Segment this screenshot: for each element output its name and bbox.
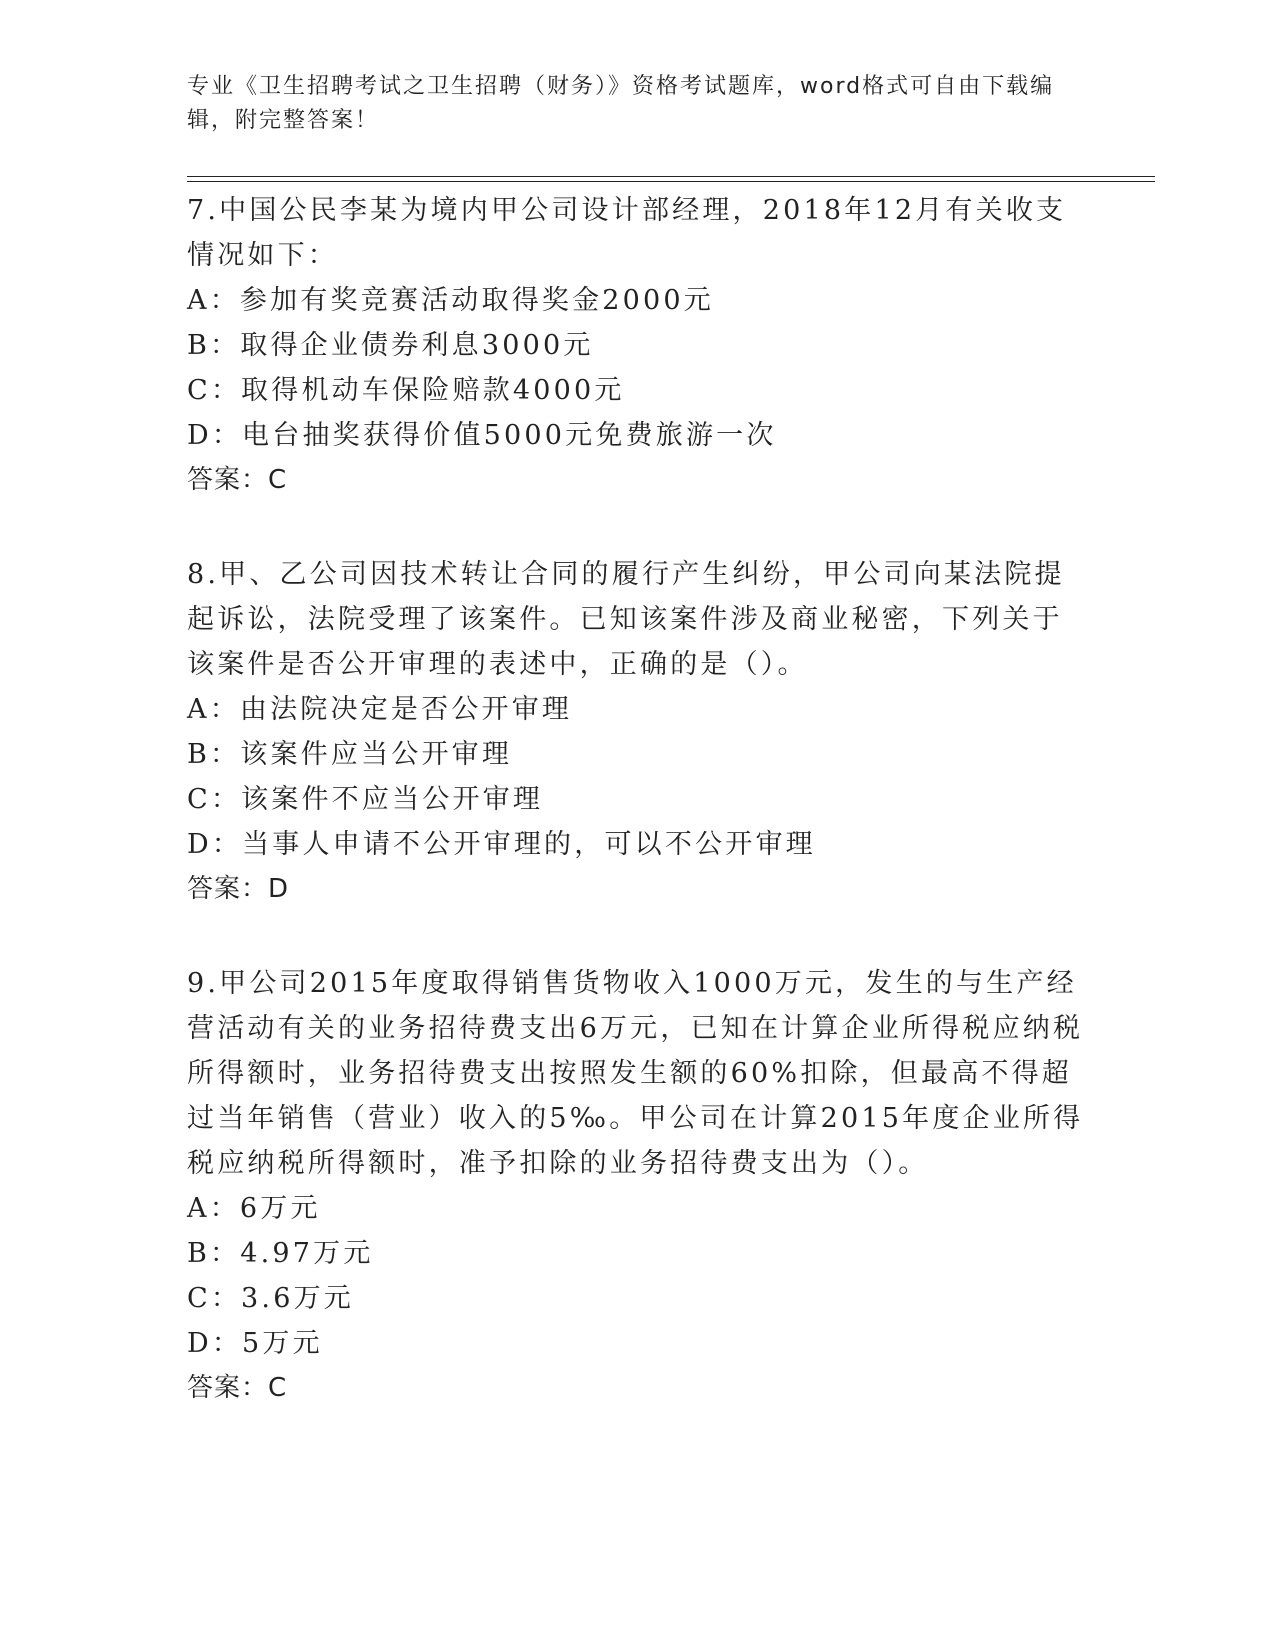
option-a: A：由法院决定是否公开审理 (187, 694, 573, 725)
answer: 答案：C (187, 465, 288, 495)
option-c: C：取得机动车保险赔款4000元 (187, 375, 625, 406)
question-7 (187, 188, 1087, 503)
option-d: D：5万元 (187, 1328, 323, 1359)
header-divider-top (187, 176, 1155, 177)
document-header: 专业《卫生招聘考试之卫生招聘（财务）》资格考试题库，word格式可自由下载编辑，附完整答案！ (187, 74, 1055, 133)
option-c: C：该案件不应当公开审理 (187, 784, 544, 815)
header-divider-bottom (187, 181, 1155, 182)
question-8 (187, 552, 1087, 912)
option-b: B：该案件应当公开审理 (187, 739, 513, 770)
question-9 (187, 961, 1087, 1411)
answer: 答案：C (187, 1373, 288, 1403)
option-b: B：取得企业债券利息3000元 (187, 330, 594, 361)
option-b: B：4.97万元 (187, 1238, 374, 1269)
option-d: D：电台抽奖获得价值5000元免费旅游一次 (187, 420, 777, 451)
option-a: A：参加有奖竞赛活动取得奖金2000元 (187, 285, 715, 316)
option-c: C：3.6万元 (187, 1283, 354, 1314)
question-stem: 9.甲公司2015年度取得销售货物收入1000万元，发生的与生产经营活动有关的业务招待费支出6万元，已知在计算企业所得税应纳税所得额时，业务招待费支出按照发生额的60%扣除，但最高不得超过当年销售（营业）收入的5‰。甲公司在计算2015年度企业所得税应纳税所得额时，准予扣除的业务招待费支出为（）。 (187, 968, 1084, 1179)
answer: 答案：D (187, 874, 290, 904)
question-stem: 8.甲、乙公司因技术转让合同的履行产生纠纷，甲公司向某法院提起诉讼，法院受理了该案件。已知该案件涉及商业秘密，下列关于该案件是否公开审理的表述中，正确的是（）。 (187, 559, 1065, 680)
option-d: D：当事人申请不公开审理的，可以不公开审理 (187, 829, 816, 860)
option-a: A：6万元 (187, 1193, 321, 1224)
question-stem: 7.中国公民李某为境内甲公司设计部经理，2018年12月有关收支情况如下： (187, 195, 1067, 271)
